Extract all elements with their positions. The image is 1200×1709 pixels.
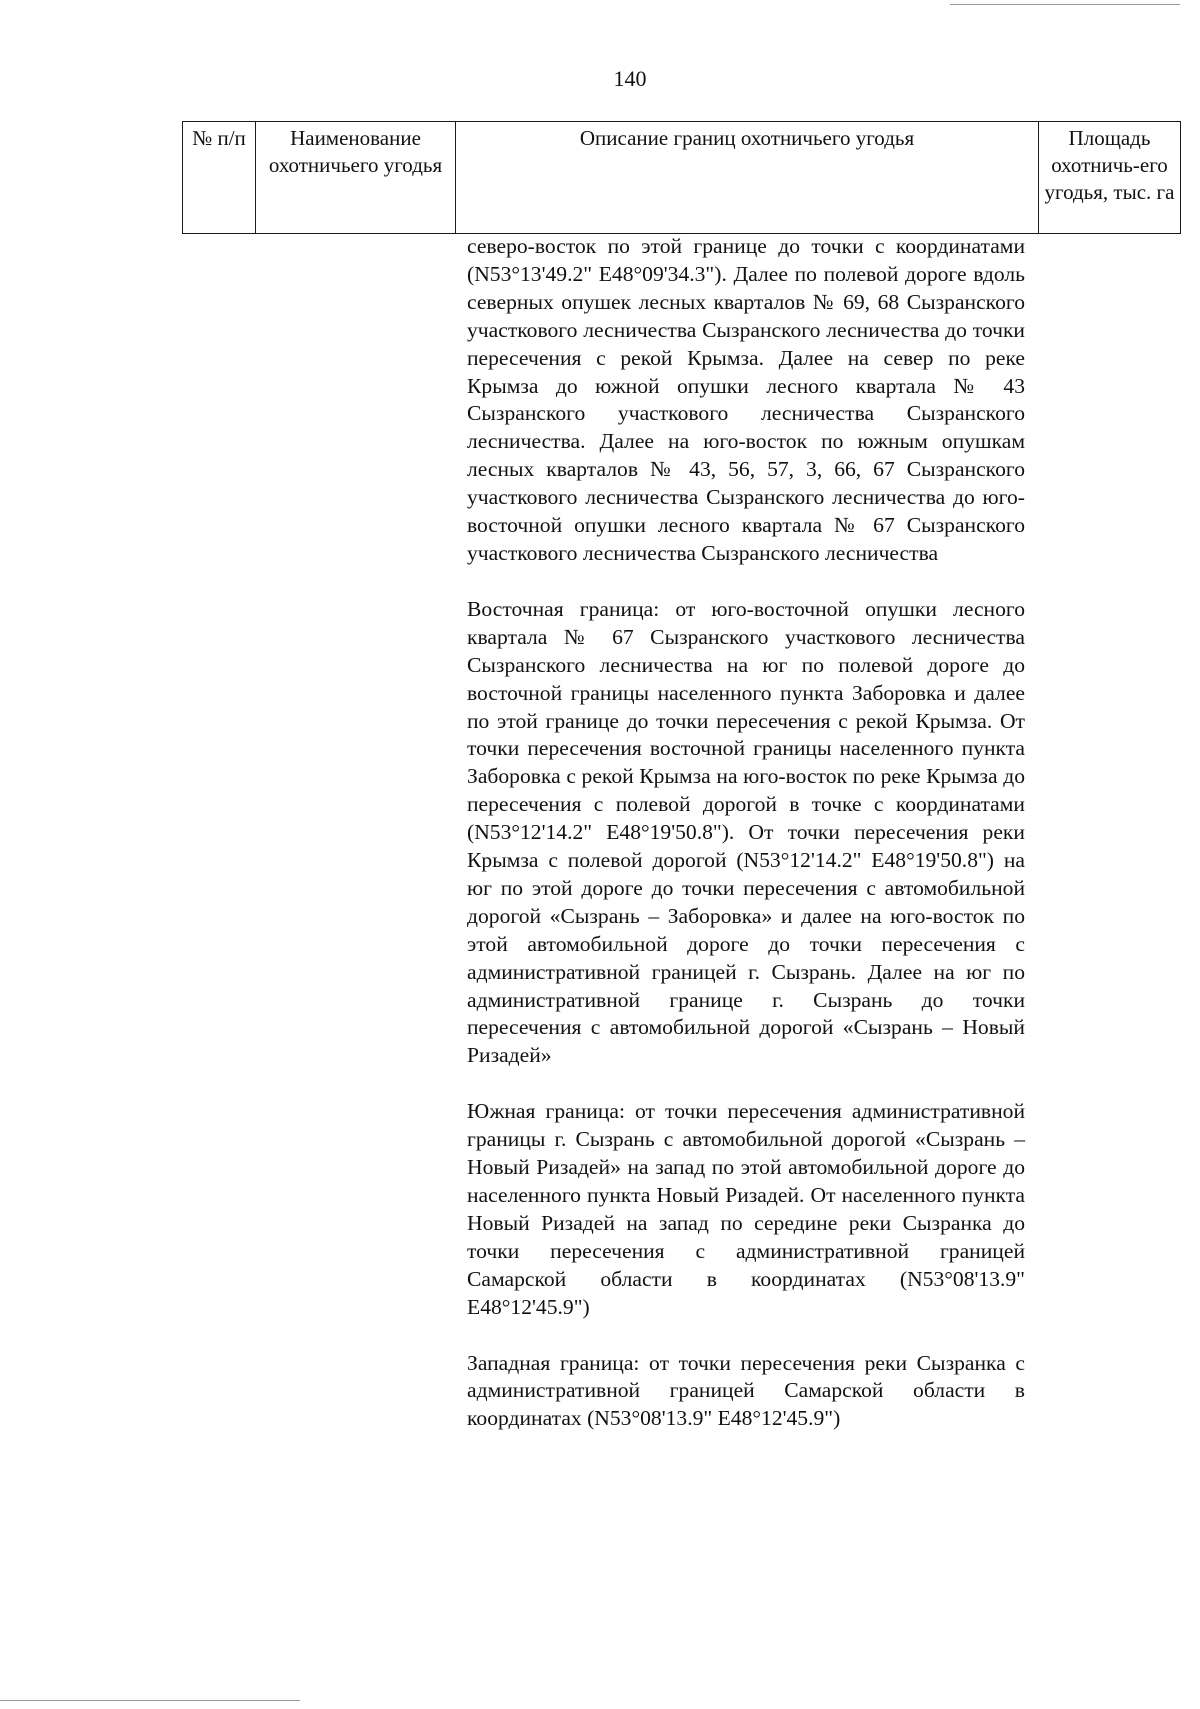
boundary-table-header [182, 121, 1181, 234]
boundary-description [467, 233, 1025, 1461]
header-cell-description: Описание границ охотничьего угодья [456, 122, 1039, 234]
page-number: 140 [613, 66, 647, 91]
header-cell-number: № п/п [183, 122, 256, 234]
scan-artifact-bottom [0, 1700, 300, 1701]
scan-artifact-top [950, 4, 1180, 5]
table-header-row [183, 122, 1181, 234]
description-paragraph-south: Южная граница: от точки пересечения административной границы г. Сызрань с автомобильной дорогой «Сызрань – Новый Ризадей» на запад по этой автомобильной дороге до населенного пункта Новый Ризадей. От населенного пункта Новый Ризадей на запад по середине реки Сызранка до точки пересечения с административной границей Самарской области в координатах (N53°08'13.9" E48°12'45.9") [467, 1099, 1025, 1319]
header-cell-name: Наименование охотничьего угодья [256, 122, 456, 234]
header-cell-area: Площадь охотничь-его угодья, тыс. га [1039, 122, 1181, 234]
description-paragraph-west: Западная граница: от точки пересечения реки Сызранка с административной границей Самарской области в координатах (N53°08'13.9" E48°12'45.9") [467, 1350, 1025, 1431]
description-paragraph-continuation: северо-восток по этой границе до точки с координатами (N53°13'49.2" E48°09'34.3"). Далее по полевой дороге вдоль северных опушек лесных кварталов № 69, 68 Сызранского участкового лесничества Сызранского лесничества до точки пересечения с рекой Крымза. Далее на север по реке Крымза до южной опушки лесного квартала № 43 Сызранского участкового лесничества Сызранского лесничества. Далее на юго-восток по южным опушкам лесных кварталов № 43, 56, 57, 3, 66, 67 Сызранского участкового лесничества Сызранского лесничества до юго-восточной опушки лесного квартала № 67 Сызранского участкового лесничества Сызранского лесничества [467, 234, 1025, 565]
description-paragraph-east: Восточная граница: от юго-восточной опушки лесного квартала № 67 Сызранского участкового лесничества Сызранского лесничества на юг по полевой дороге до восточной границы населенного пункта Заборовка и далее по этой границе до точки пересечения с рекой Крымза. От точки пересечения восточной границы населенного пункта Заборовка с рекой Крымза на юго-восток по реке Крымза до пересечения с полевой дорогой в точке с координатами (N53°12'14.2" E48°19'50.8"). От точки пересечения реки Крымза с полевой дорогой (N53°12'14.2" E48°19'50.8") на юг по этой дороге до точки пересечения с автомобильной дорогой «Сызрань – Заборовка» и далее на юго-восток по этой автомобильной дороге до точки пересечения с административной границей г. Сызрань. Далее на юг по административной границе г. Сызрань до точки пересечения с автомобильной дорогой «Сызрань – Новый Ризадей» [467, 596, 1025, 1068]
